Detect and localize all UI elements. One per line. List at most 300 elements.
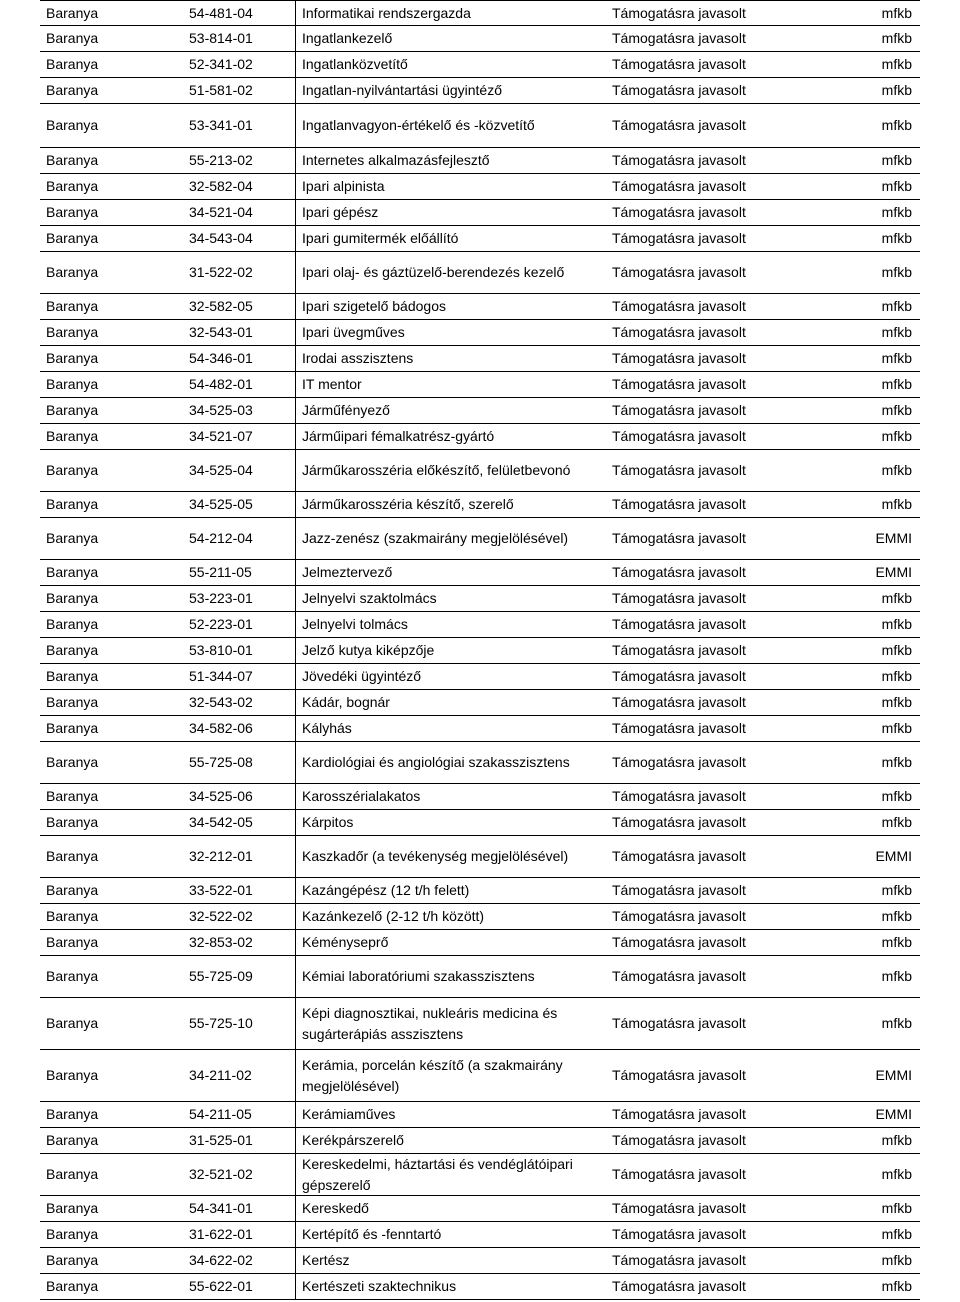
county-cell-text: Baranya	[46, 152, 99, 168]
county-cell	[40, 836, 181, 877]
table-row	[40, 450, 920, 492]
code-cell	[181, 690, 295, 715]
code-cell	[181, 104, 295, 147]
org-cell	[844, 904, 920, 929]
status-cell-text: Támogatásra javasolt	[612, 848, 746, 864]
code-cell-text: 55-622-01	[189, 1278, 253, 1294]
status-cell	[606, 878, 844, 903]
code-cell-text: 34-525-04	[189, 462, 253, 478]
county-cell-text: Baranya	[46, 1067, 99, 1083]
table-row	[40, 294, 920, 320]
org-cell-text: mfkb	[881, 428, 912, 444]
name-cell	[295, 638, 606, 663]
table-row	[40, 200, 920, 226]
county-cell-text: Baranya	[46, 788, 99, 804]
table-row	[40, 320, 920, 346]
name-cell	[295, 690, 606, 715]
name-cell	[295, 586, 606, 611]
table-row	[40, 1050, 920, 1102]
table-row	[40, 878, 920, 904]
table-row	[40, 690, 920, 716]
table-row	[40, 372, 920, 398]
table-row	[40, 716, 920, 742]
org-cell-text: mfkb	[881, 1200, 912, 1216]
org-cell-text: mfkb	[881, 720, 912, 736]
name-cell-text: Ipari üvegműves	[302, 324, 405, 340]
county-cell	[40, 450, 181, 491]
county-cell-text: Baranya	[46, 204, 99, 220]
code-cell	[181, 450, 295, 491]
status-cell-text: Támogatásra javasolt	[612, 496, 746, 512]
status-cell	[606, 560, 844, 585]
code-cell-text: 53-814-01	[189, 30, 253, 46]
county-cell	[40, 294, 181, 319]
table-row	[40, 810, 920, 836]
code-cell	[181, 878, 295, 903]
code-cell-text: 34-521-04	[189, 204, 253, 220]
status-cell-text: Támogatásra javasolt	[612, 668, 746, 684]
code-cell-text: 51-581-02	[189, 82, 253, 98]
code-cell-text: 53-223-01	[189, 590, 253, 606]
org-cell-text: mfkb	[881, 117, 912, 133]
name-cell-text: Járműkarosszéria előkészítő, felületbevonó	[302, 462, 571, 478]
status-cell-text: Támogatásra javasolt	[612, 530, 746, 546]
status-cell-text: Támogatásra javasolt	[612, 1067, 746, 1083]
county-cell	[40, 200, 181, 225]
code-cell-text: 34-622-02	[189, 1252, 253, 1268]
name-cell-text: Kereskedelmi, háztartási és vendéglátóipari gépszerelő	[302, 1155, 573, 1193]
name-cell	[295, 1222, 606, 1247]
county-cell-text: Baranya	[46, 82, 99, 98]
code-cell	[181, 664, 295, 689]
county-cell-text: Baranya	[46, 402, 99, 418]
county-cell-text: Baranya	[46, 530, 99, 546]
code-cell-text: 54-212-04	[189, 530, 253, 546]
table-row	[40, 998, 920, 1050]
status-cell	[606, 372, 844, 397]
status-cell	[606, 1102, 844, 1127]
org-cell-text: mfkb	[881, 1226, 912, 1242]
status-cell-text: Támogatásra javasolt	[612, 82, 746, 98]
status-cell	[606, 1248, 844, 1273]
table-row	[40, 78, 920, 104]
table-row	[40, 612, 920, 638]
org-cell-text: mfkb	[881, 1252, 912, 1268]
code-cell	[181, 1154, 295, 1195]
org-cell	[844, 174, 920, 199]
code-cell-text: 53-810-01	[189, 642, 253, 658]
org-cell-text: mfkb	[881, 908, 912, 924]
code-cell	[181, 904, 295, 929]
name-cell	[295, 1102, 606, 1127]
code-cell-text: 34-525-06	[189, 788, 253, 804]
name-cell-text: Internetes alkalmazásfejlesztő	[302, 152, 490, 168]
code-cell	[181, 1102, 295, 1127]
code-cell	[181, 836, 295, 877]
code-cell	[181, 1, 295, 25]
org-cell-text: mfkb	[881, 402, 912, 418]
status-cell-text: Támogatásra javasolt	[612, 402, 746, 418]
org-cell	[844, 878, 920, 903]
org-cell	[844, 148, 920, 173]
county-cell	[40, 492, 181, 517]
status-cell	[606, 346, 844, 371]
status-cell	[606, 1274, 844, 1299]
county-cell-text: Baranya	[46, 1166, 99, 1182]
org-cell-text: mfkb	[881, 882, 912, 898]
name-cell	[295, 450, 606, 491]
status-cell	[606, 294, 844, 319]
code-cell	[181, 174, 295, 199]
name-cell	[295, 1128, 606, 1153]
status-cell	[606, 174, 844, 199]
org-cell	[844, 52, 920, 77]
status-cell	[606, 52, 844, 77]
county-cell-text: Baranya	[46, 616, 99, 632]
county-cell	[40, 716, 181, 741]
org-cell	[844, 810, 920, 835]
org-cell-text: EMMI	[875, 1106, 912, 1122]
org-cell-text: mfkb	[881, 82, 912, 98]
code-cell-text: 54-481-04	[189, 4, 253, 21]
county-cell-text: Baranya	[46, 1106, 99, 1122]
org-cell	[844, 612, 920, 637]
name-cell-text: Ingatlanvagyon-értékelő és -közvetítő	[302, 117, 535, 133]
org-cell-text: mfkb	[881, 754, 912, 770]
county-cell	[40, 1274, 181, 1299]
status-cell	[606, 1222, 844, 1247]
code-cell	[181, 930, 295, 955]
status-cell-text: Támogatásra javasolt	[612, 264, 746, 280]
table-row	[40, 784, 920, 810]
name-cell	[295, 398, 606, 423]
county-cell	[40, 560, 181, 585]
org-cell-text: mfkb	[881, 1132, 912, 1148]
code-cell-text: 32-582-05	[189, 298, 253, 314]
status-cell-text: Támogatásra javasolt	[612, 462, 746, 478]
county-cell-text: Baranya	[46, 882, 99, 898]
org-cell	[844, 1248, 920, 1273]
county-cell-text: Baranya	[46, 178, 99, 194]
org-cell	[844, 638, 920, 663]
status-cell	[606, 930, 844, 955]
org-cell	[844, 690, 920, 715]
county-cell	[40, 810, 181, 835]
table-row	[40, 252, 920, 294]
status-cell	[606, 26, 844, 51]
status-cell-text: Támogatásra javasolt	[612, 1226, 746, 1242]
table-row	[40, 424, 920, 450]
status-cell	[606, 518, 844, 559]
status-cell	[606, 612, 844, 637]
org-cell	[844, 492, 920, 517]
county-cell-text: Baranya	[46, 56, 99, 72]
name-cell-text: Jelző kutya kiképzője	[302, 642, 435, 658]
county-cell	[40, 226, 181, 251]
code-cell-text: 34-543-04	[189, 230, 253, 246]
table-row	[40, 518, 920, 560]
status-cell-text: Támogatásra javasolt	[612, 642, 746, 658]
org-cell-text: EMMI	[875, 1067, 912, 1083]
name-cell	[295, 200, 606, 225]
name-cell-text: Kádár, bognár	[302, 694, 390, 710]
status-cell	[606, 450, 844, 491]
table-row	[40, 836, 920, 878]
table-row	[40, 52, 920, 78]
table-row	[40, 104, 920, 148]
county-cell	[40, 1128, 181, 1153]
table-row	[40, 26, 920, 52]
status-cell	[606, 784, 844, 809]
status-cell	[606, 904, 844, 929]
status-cell-text: Támogatásra javasolt	[612, 788, 746, 804]
name-cell	[295, 1248, 606, 1273]
name-cell-text: Kertépítő és -fenntartó	[302, 1226, 442, 1242]
status-cell	[606, 148, 844, 173]
county-cell	[40, 1196, 181, 1221]
county-cell-text: Baranya	[46, 1226, 99, 1242]
code-cell	[181, 1222, 295, 1247]
code-cell	[181, 294, 295, 319]
org-cell	[844, 1128, 920, 1153]
code-cell-text: 32-212-01	[189, 848, 253, 864]
county-cell-text: Baranya	[46, 848, 99, 864]
table-row	[40, 346, 920, 372]
code-cell	[181, 372, 295, 397]
code-cell	[181, 492, 295, 517]
code-cell	[181, 78, 295, 103]
name-cell	[295, 930, 606, 955]
name-cell-text: Ingatlan-nyilvántartási ügyintéző	[302, 82, 503, 98]
name-cell	[295, 252, 606, 293]
org-cell-text: mfkb	[881, 178, 912, 194]
name-cell	[295, 664, 606, 689]
table-row	[40, 174, 920, 200]
county-cell-text: Baranya	[46, 376, 99, 392]
name-cell	[295, 1274, 606, 1299]
county-cell	[40, 78, 181, 103]
name-cell-text: Járműfényező	[302, 402, 390, 418]
status-cell-text: Támogatásra javasolt	[612, 934, 746, 950]
org-cell-text: mfkb	[881, 152, 912, 168]
name-cell-text: Kertészeti szaktechnikus	[302, 1278, 457, 1294]
org-cell	[844, 1102, 920, 1127]
code-cell-text: 32-522-02	[189, 908, 253, 924]
county-cell-text: Baranya	[46, 230, 99, 246]
county-cell	[40, 346, 181, 371]
code-cell	[181, 1050, 295, 1101]
table-row	[40, 492, 920, 518]
code-cell-text: 32-543-01	[189, 324, 253, 340]
code-cell	[181, 1274, 295, 1299]
code-cell	[181, 998, 295, 1049]
name-cell-text: Járműkarosszéria készítő, szerelő	[302, 496, 514, 512]
code-cell	[181, 1128, 295, 1153]
status-cell-text: Támogatásra javasolt	[612, 376, 746, 392]
table-row	[40, 1128, 920, 1154]
county-cell-text: Baranya	[46, 462, 99, 478]
name-cell	[295, 294, 606, 319]
code-cell	[181, 784, 295, 809]
code-cell	[181, 398, 295, 423]
org-cell-text: mfkb	[881, 590, 912, 606]
code-cell	[181, 1248, 295, 1273]
county-cell	[40, 320, 181, 345]
name-cell-text: Kárpitos	[302, 814, 354, 830]
county-cell-text: Baranya	[46, 694, 99, 710]
org-cell-text: mfkb	[881, 204, 912, 220]
county-cell	[40, 148, 181, 173]
status-cell-text: Támogatásra javasolt	[612, 754, 746, 770]
table-row	[40, 1274, 920, 1300]
org-cell	[844, 252, 920, 293]
code-cell	[181, 226, 295, 251]
county-cell-text: Baranya	[46, 1015, 99, 1031]
county-cell	[40, 1050, 181, 1101]
status-cell	[606, 226, 844, 251]
county-cell	[40, 174, 181, 199]
county-cell-text: Baranya	[46, 428, 99, 444]
county-cell-text: Baranya	[46, 720, 99, 736]
name-cell-text: Karosszérialakatos	[302, 788, 421, 804]
county-cell	[40, 690, 181, 715]
name-cell-text: Jelnyelvi tolmács	[302, 616, 408, 632]
org-cell-text: mfkb	[881, 1278, 912, 1294]
code-cell	[181, 560, 295, 585]
status-cell-text: Támogatásra javasolt	[612, 324, 746, 340]
table-row	[40, 1222, 920, 1248]
county-cell-text: Baranya	[46, 668, 99, 684]
status-cell	[606, 1154, 844, 1195]
code-cell-text: 34-525-03	[189, 402, 253, 418]
county-cell-text: Baranya	[46, 754, 99, 770]
status-cell	[606, 398, 844, 423]
table-row	[40, 1248, 920, 1274]
county-cell	[40, 424, 181, 449]
name-cell-text: Ingatlankezelő	[302, 30, 393, 46]
org-cell	[844, 930, 920, 955]
name-cell	[295, 26, 606, 51]
org-cell	[844, 1196, 920, 1221]
county-cell	[40, 638, 181, 663]
county-cell	[40, 664, 181, 689]
name-cell-text: Ipari szigetelő bádogos	[302, 298, 446, 314]
code-cell	[181, 52, 295, 77]
org-cell-text: mfkb	[881, 462, 912, 478]
org-cell	[844, 424, 920, 449]
name-cell-text: Kéményseprő	[302, 934, 389, 950]
table-row	[40, 664, 920, 690]
code-cell-text: 32-853-02	[189, 934, 253, 950]
code-cell	[181, 716, 295, 741]
org-cell-text: mfkb	[881, 350, 912, 366]
code-cell-text: 55-211-05	[189, 564, 252, 580]
name-cell-text: Járműipari fémalkatrész-gyártó	[302, 428, 495, 444]
org-cell-text: mfkb	[881, 1166, 912, 1182]
name-cell	[295, 1154, 606, 1195]
name-cell	[295, 320, 606, 345]
name-cell	[295, 226, 606, 251]
org-cell-text: mfkb	[881, 788, 912, 804]
table-row	[40, 956, 920, 998]
status-cell-text: Támogatásra javasolt	[612, 350, 746, 366]
code-cell-text: 55-725-10	[189, 1015, 253, 1031]
org-cell-text: mfkb	[881, 376, 912, 392]
county-cell	[40, 904, 181, 929]
name-cell	[295, 346, 606, 371]
status-cell	[606, 956, 844, 997]
name-cell-text: Kazánkezelő (2-12 t/h között)	[302, 908, 485, 924]
status-cell-text: Támogatásra javasolt	[612, 908, 746, 924]
table-row	[40, 586, 920, 612]
name-cell-text: Kerékpárszerelő	[302, 1132, 404, 1148]
code-cell	[181, 320, 295, 345]
code-cell-text: 52-223-01	[189, 616, 253, 632]
county-cell-text: Baranya	[46, 117, 99, 133]
county-cell	[40, 998, 181, 1049]
status-cell-text: Támogatásra javasolt	[612, 1015, 746, 1031]
name-cell-text: Kerámia, porcelán készítő (a szakmairány megjelölésével)	[302, 1056, 563, 1094]
county-cell	[40, 1222, 181, 1247]
status-cell-text: Támogatásra javasolt	[612, 230, 746, 246]
name-cell-text: Irodai asszisztens	[302, 350, 414, 366]
code-cell	[181, 518, 295, 559]
name-cell	[295, 52, 606, 77]
county-cell	[40, 784, 181, 809]
status-cell-text: Támogatásra javasolt	[612, 564, 746, 580]
name-cell-text: Ipari alpinista	[302, 178, 385, 194]
org-cell-text: mfkb	[881, 1015, 912, 1031]
code-cell-text: 34-521-07	[189, 428, 253, 444]
org-cell	[844, 716, 920, 741]
name-cell-text: Képi diagnosztikai, nukleáris medicina és sugárterápiás asszisztens	[302, 1004, 558, 1042]
code-cell-text: 34-211-02	[189, 1067, 252, 1083]
code-cell-text: 51-344-07	[189, 668, 253, 684]
county-cell	[40, 26, 181, 51]
code-cell-text: 55-725-08	[189, 754, 253, 770]
org-cell	[844, 956, 920, 997]
name-cell	[295, 784, 606, 809]
code-cell	[181, 956, 295, 997]
status-cell-text: Támogatásra javasolt	[612, 1106, 746, 1122]
org-cell	[844, 226, 920, 251]
table-row	[40, 398, 920, 424]
county-cell	[40, 930, 181, 955]
org-cell	[844, 586, 920, 611]
name-cell-text: Kazángépész (12 t/h felett)	[302, 882, 470, 898]
code-cell	[181, 200, 295, 225]
county-cell-text: Baranya	[46, 564, 99, 580]
org-cell-text: mfkb	[881, 56, 912, 72]
code-cell-text: 54-346-01	[189, 350, 253, 366]
name-cell-text: Kémiai laboratóriumi szakasszisztens	[302, 968, 535, 984]
county-cell-text: Baranya	[46, 1200, 99, 1216]
name-cell-text: Ingatlanközvetítő	[302, 56, 408, 72]
table-row	[40, 904, 920, 930]
name-cell	[295, 716, 606, 741]
code-cell	[181, 586, 295, 611]
code-cell-text: 34-582-06	[189, 720, 253, 736]
status-cell-text: Támogatásra javasolt	[612, 590, 746, 606]
org-cell	[844, 200, 920, 225]
name-cell-text: Jelnyelvi szaktolmács	[302, 590, 437, 606]
status-cell-text: Támogatásra javasolt	[612, 30, 746, 46]
code-cell	[181, 148, 295, 173]
org-cell	[844, 784, 920, 809]
org-cell	[844, 664, 920, 689]
county-cell-text: Baranya	[46, 350, 99, 366]
county-cell-text: Baranya	[46, 1132, 99, 1148]
